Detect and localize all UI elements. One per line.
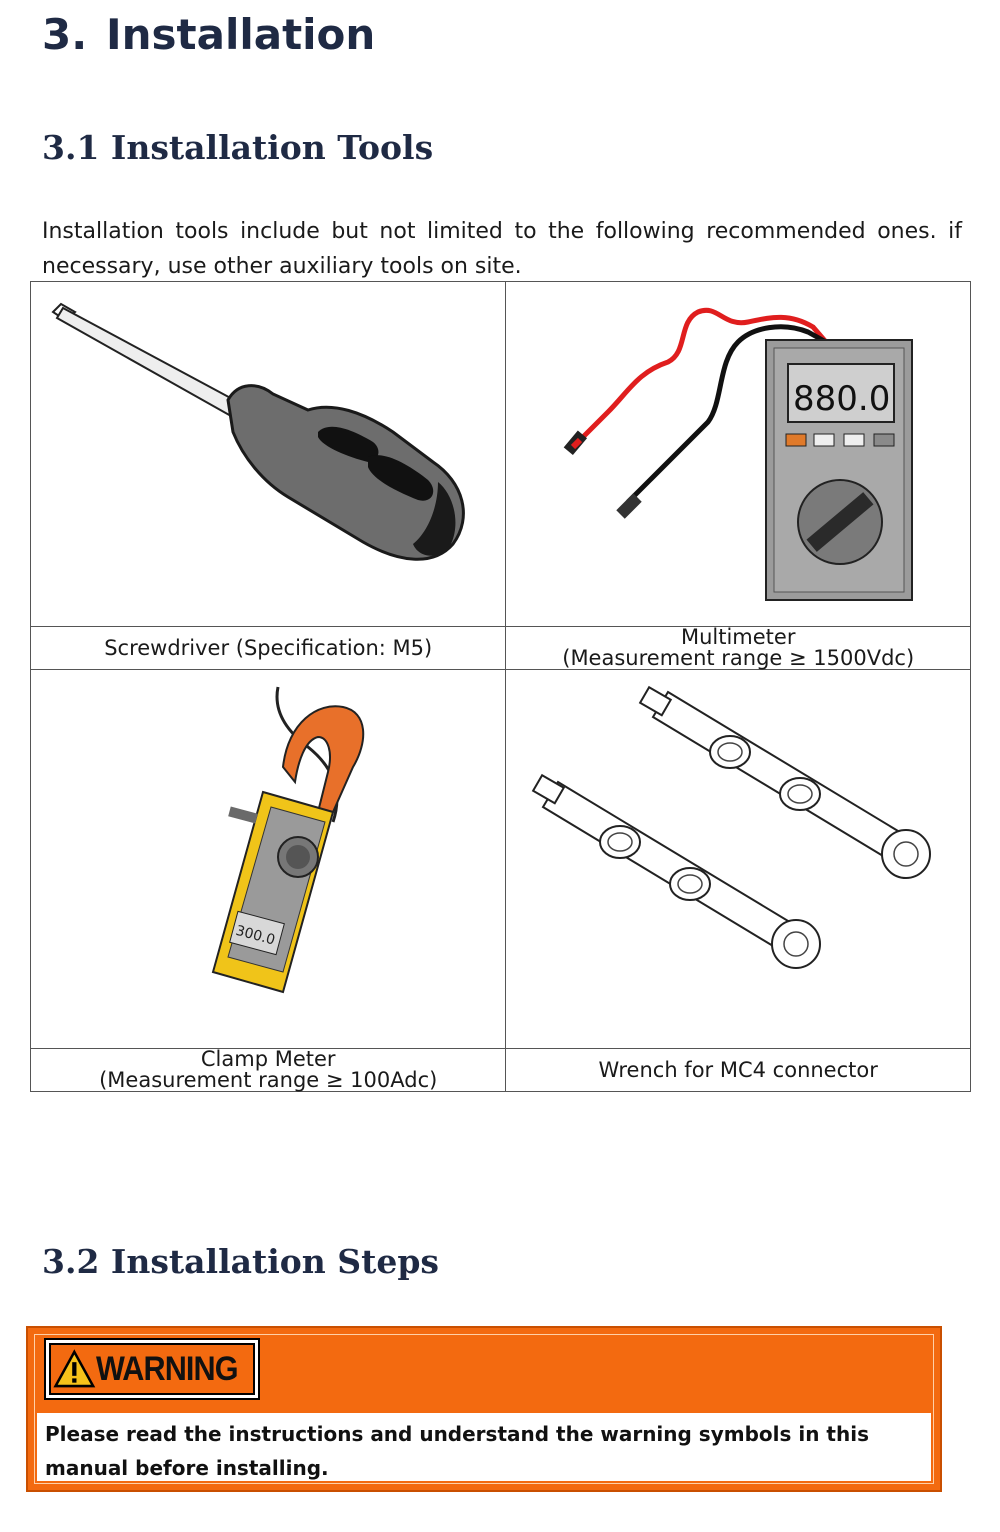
chapter-number: 3. [42, 10, 88, 59]
multimeter-display: 880.0 [793, 379, 891, 419]
clamp-meter-illustration [33, 672, 503, 1042]
warning-message: Please read the instructions and understand the warning symbols in this manual before installing. [36, 1412, 932, 1482]
multimeter-cell [506, 282, 971, 627]
screwdriver-illustration [33, 282, 503, 622]
caption-clamp-meter-title: Clamp Meter [200, 1047, 336, 1071]
caption-screwdriver-text: Screwdriver (Specification: M5) [104, 635, 433, 660]
caption-screwdriver [31, 627, 506, 670]
caption-clamp-meter-range: (Measurement range ≥ 100Adc) [99, 1068, 438, 1092]
intro-paragraph: Installation tools include but not limited to the following recommended ones. if necessary, use other auxiliary tools on site. [42, 219, 962, 279]
clamp-meter-cell [31, 670, 506, 1049]
caption-wrench-text: Wrench for MC4 connector [598, 1057, 878, 1082]
section-heading-tools: 3.1 Installation Tools [42, 128, 434, 167]
warning-badge [44, 1338, 260, 1400]
tools-table [30, 281, 971, 1092]
warning-label: WARNING [95, 1349, 238, 1388]
warning-box [26, 1326, 942, 1492]
warning-triangle-icon [53, 1346, 96, 1392]
caption-multimeter [506, 627, 971, 670]
mc4-wrench-illustration [508, 672, 968, 1042]
clamp-meter-display: 300.0 [234, 922, 277, 949]
screwdriver-cell [31, 282, 506, 627]
caption-multimeter-title: Multimeter [680, 625, 796, 649]
multimeter-illustration [508, 282, 968, 622]
caption-wrench [506, 1049, 971, 1092]
caption-clamp-meter [31, 1049, 506, 1092]
section-heading-steps: 3.2 Installation Steps [42, 1242, 439, 1281]
page-title [42, 10, 375, 59]
caption-multimeter-range: (Measurement range ≥ 1500Vdc) [562, 646, 915, 670]
wrench-cell [506, 670, 971, 1049]
chapter-title: Installation [106, 10, 376, 59]
